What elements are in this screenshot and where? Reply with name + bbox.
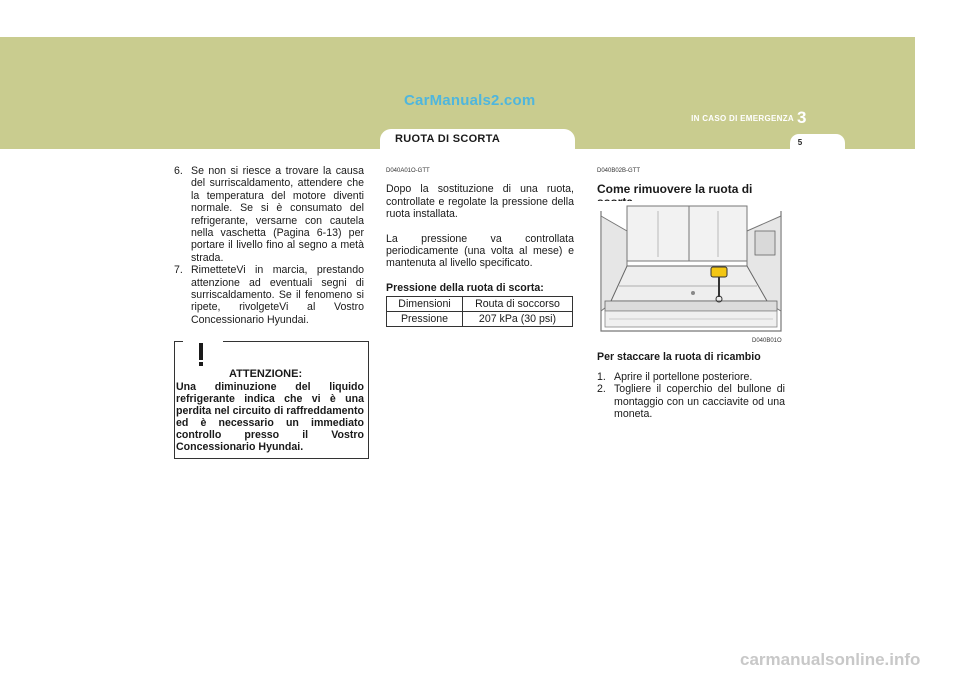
warning-text: Una diminuzione del liquido refrigerante indica che vi è una perdita nel circuito di raffreddamento ed è necessario un immediato controllo presso il Vostro Concessionario Hyundai. — [176, 381, 364, 453]
paragraph: La pressione va controllata periodicamente (una volta al mese) e mantenuta al livello specificato. — [386, 232, 574, 270]
warning-border — [223, 341, 368, 342]
trunk-illustration — [597, 201, 785, 344]
item-text: RimetteteVi in marcia, prestando attenzione ad eventuali segni di surriscaldamento. Se il fenomeno si ripete, rivolgeteVi al Vostro Concessionario Hyundai. — [191, 264, 364, 326]
table-cell: Pressione — [387, 312, 463, 327]
section-code: D040A01O-GTT — [386, 168, 430, 174]
warning-border — [174, 341, 183, 342]
steps-list — [597, 371, 785, 421]
footer-watermark[interactable]: carmanualsonline.info — [740, 650, 921, 669]
warning-title: ATTENZIONE: — [229, 368, 303, 380]
column-left — [174, 165, 364, 326]
page-title: RUOTA DI SCORTA — [395, 133, 501, 145]
table-row — [387, 297, 573, 312]
item-text: Aprire il portellone posteriore. — [614, 371, 753, 383]
list-item — [174, 264, 364, 326]
item-number: 2. — [597, 383, 606, 396]
table-cell: Routa di soccorso — [463, 297, 573, 312]
list-item — [597, 371, 785, 383]
table-label: Pressione della ruota di scorta: — [386, 281, 544, 294]
table-cell: 207 kPa (30 psi) — [463, 312, 573, 327]
figure-code: D040B01O — [752, 338, 782, 344]
sub-heading: Per staccare la ruota di ricambio — [597, 351, 761, 363]
item-text: Togliere il coperchio del bullone di montaggio con un cacciavite od una moneta. — [614, 383, 785, 421]
paragraph: Dopo la sostituzione di una ruota, controllate e regolate la pressione della ruota installata. — [386, 183, 574, 221]
page-number: 5 — [797, 138, 803, 147]
pressure-table — [386, 296, 573, 327]
table-cell: Dimensioni — [387, 297, 463, 312]
item-number: 6. — [174, 165, 183, 177]
column-middle — [386, 165, 574, 298]
list-item — [174, 165, 364, 264]
item-number: 1. — [597, 371, 606, 383]
section-label: IN CASO DI EMERGENZA — [691, 114, 794, 123]
watermark-link[interactable]: CarManuals2.com — [404, 92, 536, 109]
item-text: Se non si riesce a trovare la causa del surriscaldamento, attendere che la temperatura del motore diventi normale. Se si è consumato del refrigerante, versarne con cautela nella vaschetta (Pagina 6-13) per portare il livello fino al segno a metà strada. — [191, 165, 364, 264]
list-item — [597, 383, 785, 420]
chapter-number: 3 — [797, 108, 807, 127]
warning-icon — [186, 340, 216, 368]
item-number: 7. — [174, 264, 183, 277]
section-heading: Come rimuovere la ruota di — [597, 182, 753, 197]
section-code: D040B02B-GTT — [597, 168, 641, 174]
table-row — [387, 312, 573, 327]
